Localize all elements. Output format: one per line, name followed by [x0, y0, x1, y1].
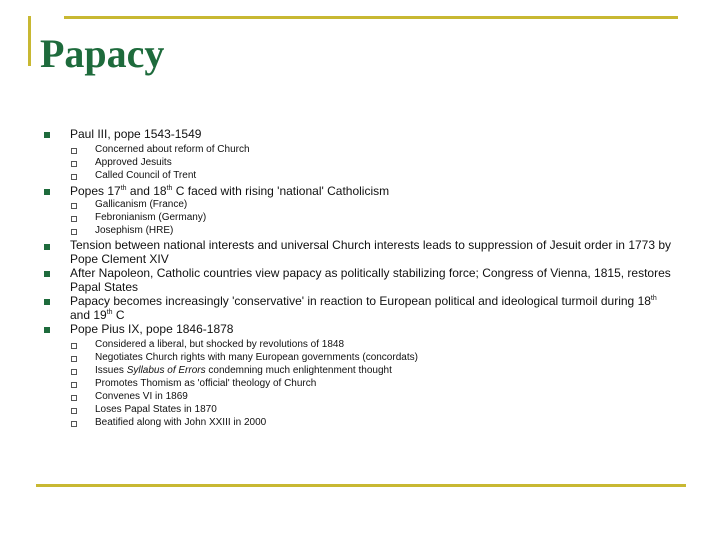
left-rule — [28, 16, 31, 66]
sub-bullet-icon — [71, 229, 77, 235]
sub-bullet-icon — [71, 148, 77, 154]
slide-title: Papacy — [40, 31, 165, 76]
sub-item: Approved Jesuits — [95, 157, 172, 168]
sub-item: Called Council of Trent — [95, 170, 197, 181]
top-rule — [64, 16, 678, 19]
sub-bullet-icon — [71, 216, 77, 222]
sub-item: Negotiates Church rights with many European governments (concordats) — [95, 352, 418, 363]
sub-item: Gallicanism (France) — [95, 199, 188, 210]
sub-item-syllabus: Issues Syllabus of Errors condemning much enlightenment thought — [95, 365, 392, 376]
bullet-paul-iii: Paul III, pope 1543-1549 — [70, 127, 202, 141]
sub-bullet-icon — [71, 395, 77, 401]
square-bullet-icon — [44, 327, 50, 333]
sub-item: Beatified along with John XXIII in 2000 — [95, 417, 267, 428]
sub-bullet-icon — [71, 382, 77, 388]
sub-item: Josephism (HRE) — [95, 225, 174, 236]
sub-bullet-icon — [71, 174, 77, 180]
bullet-pius-ix: Pope Pius IX, pope 1846-1878 — [70, 322, 234, 336]
sub-bullet-icon — [71, 369, 77, 375]
square-bullet-icon — [44, 244, 50, 250]
sub-item: Considered a liberal, but shocked by revolutions of 1848 — [95, 339, 345, 350]
sub-bullet-icon — [71, 203, 77, 209]
square-bullet-icon — [44, 299, 50, 305]
bullet-popes-17th-18th: Popes 17th and 18th C faced with rising 'national' Catholicism — [70, 184, 390, 198]
sub-bullet-icon — [71, 408, 77, 414]
sub-bullet-icon — [71, 421, 77, 427]
sub-item: Concerned about reform of Church — [95, 144, 250, 155]
sub-bullet-icon — [71, 161, 77, 167]
square-bullet-icon — [44, 271, 50, 277]
sub-bullet-icon — [71, 343, 77, 349]
square-bullet-icon — [44, 132, 50, 138]
square-bullet-icon — [44, 189, 50, 195]
bullet-after-napoleon: After Napoleon, Catholic countries view papacy as politically stabilizing force; Congress of Vienna, 1815, restores Papal States — [70, 266, 671, 294]
sub-bullet-icon — [71, 356, 77, 362]
sub-item: Loses Papal States in 1870 — [95, 404, 217, 415]
sub-item: Convenes VI in 1869 — [95, 391, 188, 402]
bullet-tension: Tension between national interests and universal Church interests leads to suppression of Jesuit order in 1773 by Pope Clement XIV — [70, 238, 672, 266]
sub-item: Febronianism (Germany) — [95, 212, 207, 223]
bottom-rule — [36, 484, 686, 487]
sub-item: Promotes Thomism as 'official' theology of Church — [95, 378, 317, 389]
bullet-conservative: Papacy becomes increasingly 'conservative' in reaction to European political and ideological turmoil during 18th and 19th C — [70, 294, 657, 322]
